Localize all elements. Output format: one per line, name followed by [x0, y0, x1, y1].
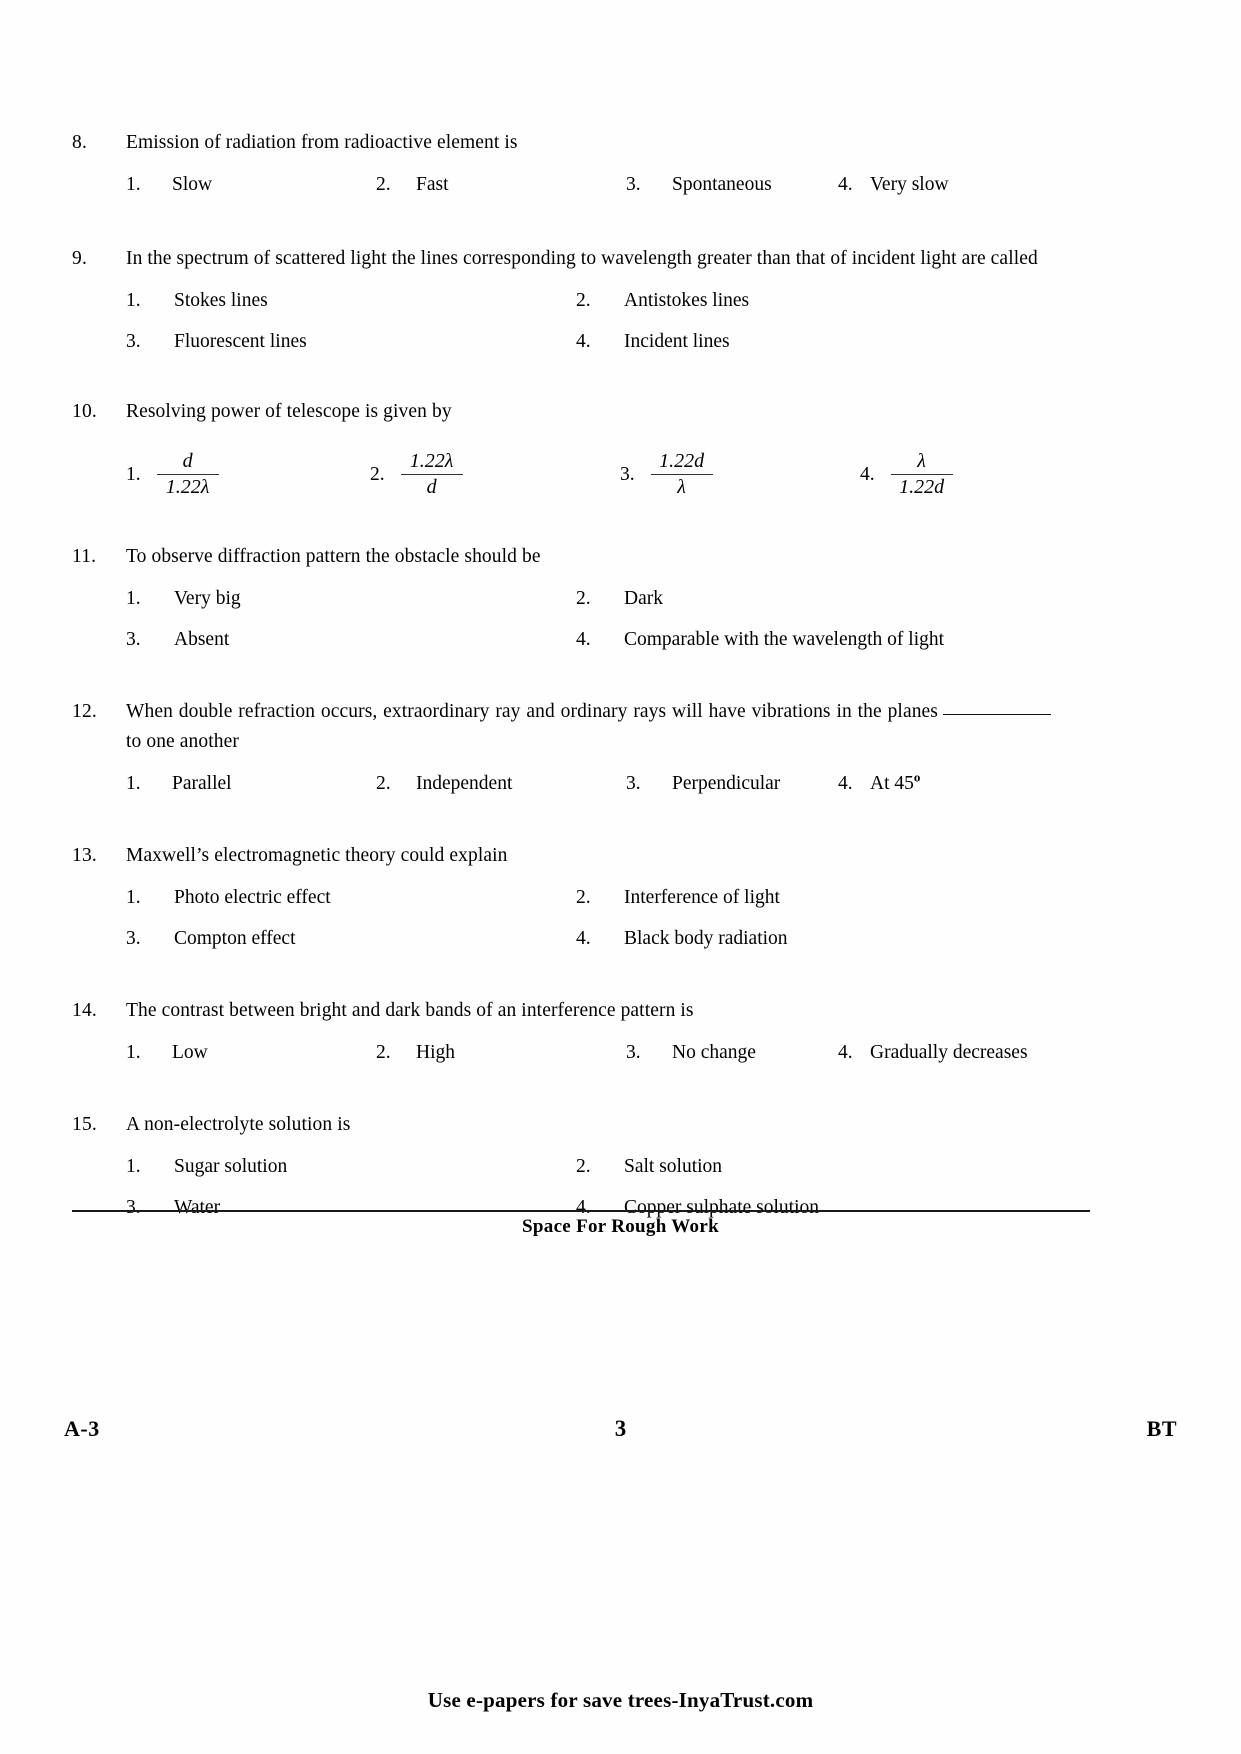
fraction-numerator: λ	[917, 450, 926, 472]
option-number: 3.	[126, 331, 141, 352]
question-10	[72, 397, 1092, 500]
option-label: Comparable with the wavelength of light	[624, 629, 945, 650]
fraction-numerator: 1.22λ	[409, 450, 454, 472]
question-8	[72, 128, 1092, 200]
option-row	[126, 883, 1092, 913]
option-label: Interference of light	[624, 887, 780, 908]
option-label: Incident lines	[624, 331, 730, 352]
option-number: 1.	[126, 1156, 141, 1177]
question-list	[72, 128, 1092, 1223]
option-2[interactable]	[376, 769, 626, 799]
option-row	[126, 1038, 1092, 1068]
option-label: Copper sulphate solution	[624, 1197, 819, 1218]
question-text: In the spectrum of scattered light the lines corresponding to wavelength greater than that of incident light are called	[126, 248, 1038, 269]
option-4[interactable]	[860, 449, 953, 500]
option-3[interactable]	[126, 625, 576, 655]
option-label: Slow	[172, 174, 213, 195]
question-text: Maxwell’s electromagnetic theory could explain	[126, 845, 508, 866]
option-number: 1.	[126, 773, 141, 794]
option-row	[126, 286, 1092, 316]
option-1[interactable]	[126, 769, 376, 799]
question-text: Emission of radiation from radioactive element is	[126, 132, 518, 153]
option-3[interactable]	[626, 170, 838, 200]
question-number: 13.	[72, 845, 97, 866]
page-number: 3	[614, 1416, 627, 1441]
option-3[interactable]	[626, 769, 838, 799]
paper-code-right: BT	[1146, 1416, 1177, 1441]
option-label: Black body radiation	[624, 928, 788, 949]
fraction-numerator: 1.22d	[659, 450, 705, 472]
option-number: 4.	[576, 1197, 591, 1218]
option-label	[870, 769, 920, 799]
option-row	[126, 625, 1092, 655]
option-number: 2.	[376, 773, 391, 794]
option-number: 1.	[126, 174, 141, 195]
option-number: 2.	[576, 1156, 591, 1177]
option-row	[126, 327, 1092, 357]
question-number: 8.	[72, 132, 88, 153]
option-1[interactable]	[126, 286, 576, 316]
question-number: 10.	[72, 401, 97, 422]
option-number: 4.	[838, 773, 853, 794]
question-text: A non-electrolyte solution is	[126, 1114, 351, 1135]
fraction-denominator: d	[426, 476, 437, 498]
option-number: 2.	[376, 174, 391, 195]
question-text: The contrast between bright and dark bands of an interference pattern is	[126, 1000, 694, 1021]
option-list	[126, 1038, 1092, 1068]
option-label: High	[416, 1042, 455, 1063]
option-number: 1.	[126, 1042, 141, 1063]
question-9	[72, 244, 1092, 357]
option-label: No change	[672, 1042, 756, 1063]
option-label: Low	[172, 1042, 208, 1063]
option-number: 4.	[576, 629, 591, 650]
question-number: 14.	[72, 1000, 97, 1021]
option-row	[126, 1152, 1092, 1182]
option-list	[126, 449, 1092, 500]
rough-work-label: Space For Rough Work	[522, 1216, 719, 1237]
option-number: 3.	[126, 1197, 141, 1218]
option-number: 3.	[126, 629, 141, 650]
option-4[interactable]	[838, 1038, 1028, 1068]
question-number: 9.	[72, 248, 88, 269]
option-list	[126, 170, 1092, 200]
option-list	[126, 1152, 1092, 1223]
option-1[interactable]	[126, 883, 576, 913]
option-number: 4.	[576, 928, 591, 949]
fraction	[401, 449, 463, 500]
option-1[interactable]	[126, 1038, 376, 1068]
option-number: 4.	[576, 331, 591, 352]
option-1[interactable]	[126, 170, 376, 200]
option-number: 3.	[620, 463, 635, 485]
option-number: 3.	[626, 174, 641, 195]
option-row	[126, 170, 1092, 200]
option-label: Water	[174, 1197, 221, 1218]
question-13	[72, 841, 1092, 954]
rough-work-divider	[72, 1210, 1090, 1212]
option-number: 4.	[838, 174, 853, 195]
option-4[interactable]	[576, 625, 944, 655]
question-number: 12.	[72, 701, 97, 722]
option-number: 2.	[576, 887, 591, 908]
option-label: Antistokes lines	[624, 290, 750, 311]
question-12	[72, 697, 1092, 799]
option-2[interactable]	[376, 170, 626, 200]
option-number: 1.	[126, 463, 141, 485]
option-number: 3.	[126, 928, 141, 949]
option-number: 3.	[626, 1042, 641, 1063]
option-label: Fast	[416, 174, 449, 195]
fraction	[157, 449, 219, 500]
option-4[interactable]	[576, 924, 788, 954]
option-number: 3.	[626, 773, 641, 794]
option-list	[126, 584, 1092, 655]
option-label: Sugar solution	[174, 1156, 288, 1177]
option-label: Dark	[624, 588, 663, 609]
option-4[interactable]	[576, 327, 730, 357]
option-row	[126, 924, 1092, 954]
option-3[interactable]	[620, 449, 860, 500]
question-11	[72, 542, 1092, 655]
question-text-after-blank: to one another	[126, 731, 239, 752]
option-label: Absent	[174, 629, 230, 650]
option-label: Gradually decreases	[870, 1042, 1028, 1063]
question-number: 11.	[72, 546, 97, 567]
option-label: Independent	[416, 773, 513, 794]
option-list	[126, 769, 1092, 799]
option-label: Stokes lines	[174, 290, 268, 311]
question-text-before-blank: When double refraction occurs, extraordinary ray and ordinary rays will have vibrations in the planes	[126, 701, 938, 722]
option-label-text: At 45	[870, 773, 914, 794]
option-label: Photo electric effect	[174, 887, 331, 908]
option-label: Spontaneous	[672, 174, 772, 195]
option-number: 2.	[376, 1042, 391, 1063]
option-number: 1.	[126, 887, 141, 908]
option-number: 2.	[370, 463, 385, 485]
watermark-text: Use e-papers for save trees-InyaTrust.com	[427, 1688, 814, 1712]
option-2[interactable]	[370, 449, 620, 500]
option-number: 1.	[126, 290, 141, 311]
option-1[interactable]	[126, 1152, 576, 1182]
fraction-denominator: 1.22d	[899, 476, 945, 498]
option-3[interactable]	[126, 327, 576, 357]
fraction-denominator: 1.22λ	[165, 476, 210, 498]
question-text: To observe diffraction pattern the obstacle should be	[126, 546, 541, 567]
question-text	[126, 697, 1056, 757]
option-2[interactable]	[576, 883, 780, 913]
option-3[interactable]	[626, 1038, 838, 1068]
option-1[interactable]	[126, 584, 576, 614]
option-2[interactable]	[576, 584, 663, 614]
option-list	[126, 883, 1092, 954]
fraction-denominator: λ	[677, 476, 686, 498]
option-label: Salt solution	[624, 1156, 723, 1177]
option-list	[126, 286, 1092, 357]
option-label: Parallel	[172, 773, 232, 794]
option-label: Very big	[174, 588, 241, 609]
option-2[interactable]	[576, 1152, 722, 1182]
option-row	[126, 769, 1092, 799]
option-4[interactable]	[838, 170, 949, 200]
option-3[interactable]	[126, 924, 576, 954]
option-number: 1.	[126, 588, 141, 609]
option-row	[126, 584, 1092, 614]
option-label: Fluorescent lines	[174, 331, 307, 352]
degree-superscript: o	[913, 769, 921, 785]
option-2[interactable]	[576, 286, 749, 316]
fraction-numerator: d	[182, 450, 193, 472]
fraction	[651, 449, 713, 500]
question-text: Resolving power of telescope is given by	[126, 401, 452, 422]
option-number: 4.	[860, 463, 875, 485]
option-2[interactable]	[376, 1038, 626, 1068]
fill-in-blank	[943, 699, 1051, 715]
option-label: Perpendicular	[672, 773, 781, 794]
question-number: 15.	[72, 1114, 97, 1135]
option-4[interactable]	[838, 769, 920, 799]
option-label: Compton effect	[174, 928, 296, 949]
option-number: 4.	[838, 1042, 853, 1063]
paper-code-left: A-3	[64, 1416, 100, 1441]
fraction	[891, 449, 953, 500]
option-label: Very slow	[870, 174, 949, 195]
option-number: 2.	[576, 588, 591, 609]
question-14	[72, 996, 1092, 1068]
question-15	[72, 1110, 1092, 1223]
option-1[interactable]	[126, 449, 370, 500]
option-number: 2.	[576, 290, 591, 311]
